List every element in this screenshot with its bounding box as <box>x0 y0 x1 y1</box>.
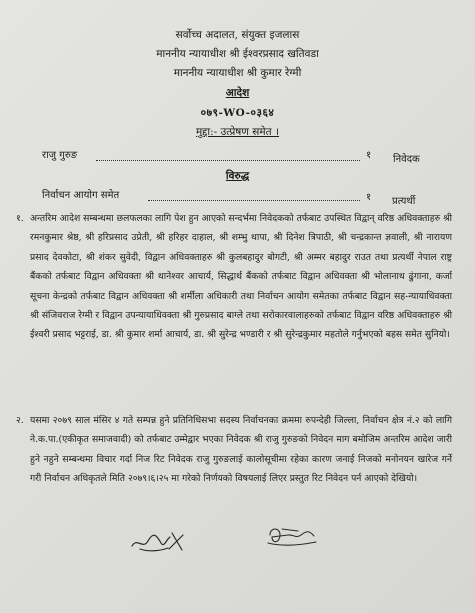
respondent-role: प्रत्यर्थी <box>392 196 416 207</box>
versus-heading: विरुद्ध <box>225 170 250 182</box>
paragraph-text: अन्तरिम आदेश सम्बन्धमा छलफलका लागि पेश हुन आएको सन्दर्भमा निवेदकको तर्फबाट उपस्थित विद्वान् वरिष्ठ अधिवक्ताहरु श्री रमनकुमार श्रेष्ठ, श्री हरिप्रसाद उप्रेती, श्री हरिहर दाहाल, श्री शम्भु थापा, श्री दिनेश त्रिपाठी, श्री चन्द्रकान्त ज्ञवाली, श्री नारायण प्रसाद देवकोटा, श्री शंकर सुवेदी, विद्वान अधिवक्ताहरु श्री कुलबहादुर बोगटी, श्री अम्मर बहादुर राउत तथा प्रत्यर्थी नेपाल राष्ट्र बैंकको तर्फबाट विद्वान अधिवक्ता श्री थानेश्वर आचार्य, सिद्धार्थ बैंकको तर्फबाट विद्वान अधिवक्ता श्री भोलानाथ ढुंगाना, कर्जा सूचना केन्द्रको तर्फबाट विद्वान अधिवक्ता श्री शर्मीला अधिकारी तथा निर्वाचन आयोग समेतका तर्फबाट विद्वान सह-न्यायाधिवक्ता श्री संजिवराज रेग्मी र विद्वान उपन्यायाधिवक्ता श्री गुरुप्रसाद बाग्ले तथा सरोकारवालाहरुको तर्फबाट विद्वान वरिष्ठ अधिवक्ताहरु श्री ईश्वरी प्रसाद भट्टराई, डा. श्री कुमार शर्मा आचार्य, डा. श्री सुरेन्द्र भण्डारी र श्री सुरेन्द्रकुमार महतोले गर्नुभएको बहस समेत सुनियो। <box>30 213 452 341</box>
justice-two: माननीय न्यायाधीश श्री कुमार रेग्मी <box>173 67 302 79</box>
petitioner-role: निवेदक <box>393 154 420 165</box>
petitioner-count: १ <box>366 150 372 161</box>
order-title: आदेश <box>225 87 250 99</box>
respondent-count: १ <box>366 192 372 203</box>
signature-left <box>128 528 190 554</box>
court-name: सर्वोच्च अदालत, संयुक्त इजलास <box>175 29 300 41</box>
paragraph-text: यसमा २०७९ साल मंसिर ४ गते सम्पन्न हुने प्रतिनिधिसभा सदस्य निर्वाचनका क्रममा रुपन्देही जिल्ला, निर्वाचन क्षेत्र नं.२ को लागि ने.क.पा.(एकीकृत समाजवादी) को तर्फबाट उम्मेद्वार भएका निवेदक श्री राजु गुरुङको निवेदन माग बमोजिम अन्तरिम आदेश जारी हुने नहुने सम्बन्धमा विचार गर्दा निज रिट निवेदक राजु गुरुङलाई कालोसूचीमा रहेका कारण जनाई निजको मनोनयन खारेज गर्ने गरी निर्वाचन अधिकृतले मिति २०७९।६।२५ मा गरेको निर्णयको विषयलाई लिएर प्रस्तुत रिट निवेदन पर्न आएको देखियो। <box>30 415 452 485</box>
paragraph-1 <box>16 209 452 345</box>
paragraph-number: २. <box>16 415 24 426</box>
paragraph-number: १. <box>16 213 24 224</box>
case-subject: मुद्दा:- उत्प्रेषण समेत । <box>196 126 279 138</box>
justice-one: माननीय न्यायाधीश श्री ईश्वरप्रसाद खतिवडा <box>156 48 319 60</box>
case-number: ०७९-WO-०३६४ <box>200 107 275 119</box>
signature-right <box>264 523 320 551</box>
paragraph-2 <box>16 411 452 489</box>
petitioner-dots <box>96 160 360 161</box>
petitioner-name: राजु गुरुङ <box>42 150 78 161</box>
respondent-name: निर्वाचन आयोग समेत <box>42 190 120 201</box>
respondent-dots <box>148 200 360 201</box>
